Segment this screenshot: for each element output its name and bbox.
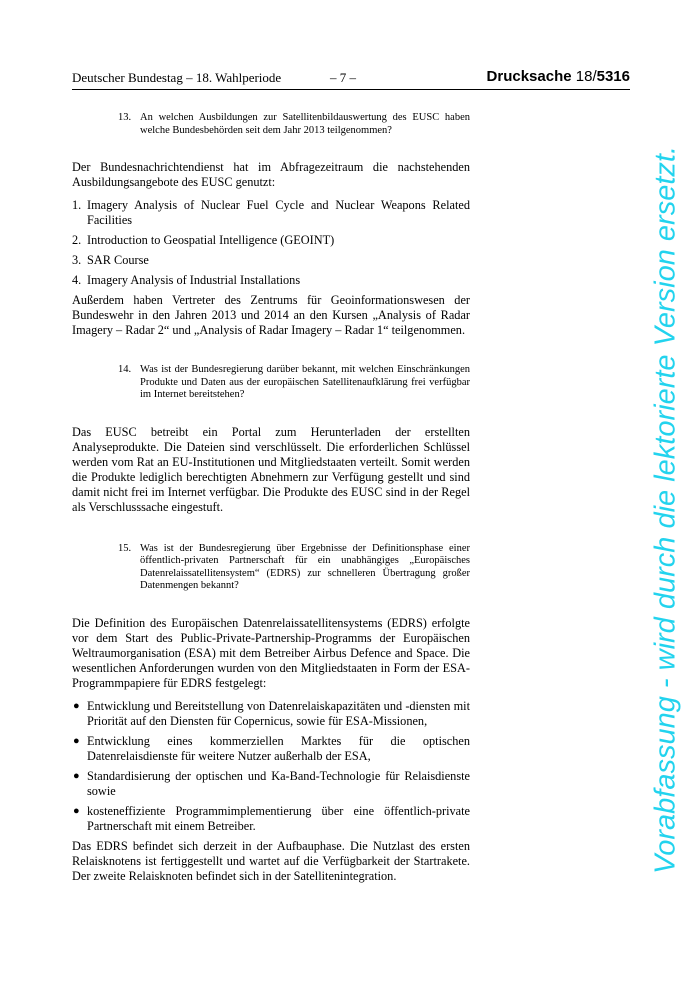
document-number-value: 5316: [596, 68, 630, 85]
page-header: [72, 70, 630, 90]
list-item: 2. Introduction to Geospatial Intelligence (GEOINT): [72, 233, 335, 247]
training-list: [72, 198, 470, 288]
question-15: [72, 543, 470, 593]
answer-13-intro: Der Bundesnachrichtendienst hat im Abfragezeitraum die nachstehenden Ausbildungsangebote des EUSC genutzt:: [72, 160, 470, 189]
list-item: ● Entwicklung und Bereitstellung von Datenrelaiskapazitäten und -diensten mit Priorität auf den Diensten für Copernicus, sowie für ESA-Missionen,: [73, 698, 470, 728]
answer-15-intro: Die Definition des Europäischen Datenrelaissatellitensystems (EDRS) erfolgte vor dem Start des Public-Private-Partnership-Programms der Europäischen Weltraumorganisation (ESA) mit dem Betreiber Airbus Defence and Space. Die wesentlichen Anforderungen wurden von den Mitgliedstaaten in Form der ESA-Programmpapiere für EDRS festgelegt:: [72, 615, 470, 690]
question-13: [72, 112, 470, 137]
list-item: 1. Imagery Analysis of Nuclear Fuel Cycle and Nuclear Weapons Related Facilities: [72, 198, 470, 227]
document-label: Drucksache: [486, 68, 572, 85]
list-item: ● Entwicklung eines kommerziellen Marktes für die optischen Datenrelaisdienste für weitere Nutzer außerhalb der ESA,: [73, 733, 470, 763]
question-text: Was ist der Bundesregierung über Ergebnisse der Definitionsphase einer öffentlich-privaten Partnerschaft für ein unabhängiges „Europäisches Datenrelaissatellitensystem“ (EDRS) zur schnelleren Übertragung großer Datenmengen bekannt?: [140, 542, 470, 591]
list-item: ● Standardisierung der optischen und Ka-Band-Technologie für Relaisdienste sowie: [73, 768, 470, 798]
list-item: 4. Imagery Analysis of Industrial Installations: [72, 273, 301, 287]
question-14: [72, 364, 470, 402]
draft-watermark: Vorabfassung - wird durch die lektorierte Version ersetzt.: [649, 145, 682, 875]
document-body: [72, 112, 470, 892]
question-number: 13.: [118, 112, 132, 123]
question-text: An welchen Ausbildungen zur Satellitenbildauswertung des EUSC haben welche Bundesbehörden seit dem Jahr 2013 teilgenommen?: [140, 112, 470, 136]
bullet-icon: ●: [73, 804, 80, 817]
bullet-icon: ●: [73, 699, 80, 712]
page-number: – 7 –: [330, 70, 356, 85]
bullet-icon: ●: [73, 769, 80, 782]
question-number: 14.: [118, 364, 132, 375]
header-divider: [72, 89, 630, 90]
answer-13-outro: Außerdem haben Vertreter des Zentrums für Geoinformationswesen der Bundeswehr in den Jahren 2013 und 2014 an den Kursen „Analysis of Radar Imagery – Radar 2“ und „Analysis of Radar Imagery – Radar 1“ teilgenommen.: [72, 293, 470, 337]
question-text: Was ist der Bundesregierung darüber bekannt, mit welchen Einschränkungen Produkte und Daten aus der europäischen Satellitenaufklärung frei verfügbar im Internet bereitstehen?: [140, 364, 470, 400]
document-number-period: 18/: [575, 68, 597, 85]
answer-15-outro: Das EDRS befindet sich derzeit in der Aufbauphase. Die Nutzlast des ersten Relaisknotens ist fertiggestellt und wartet auf die Verfügbarkeit der Startrakete. Der zweite Relaisknoten befindet sich in der Satellitenintegration.: [72, 838, 470, 883]
requirements-list: [72, 699, 470, 834]
list-item: 3. SAR Course: [72, 253, 149, 267]
answer-14: Das EUSC betreibt ein Portal zum Herunterladen der erstellten Analyseprodukte. Die Dateien sind verschlüsselt. Die erforderlichen Schlüssel werden vom Rat an EU-Institutionen und Mitgliedstaaten verteilt. Somit werden die Produkte lediglich berechtigten Abnehmern zur Verfügung gestellt und sind damit nicht frei im Internet verfügbar. Die Produkte des EUSC sind in der Regel als Verschlusssache eingestuft.: [72, 424, 470, 514]
publication-title: Deutscher Bundestag – 18. Wahlperiode: [72, 70, 282, 85]
list-item: ● kosteneffiziente Programmimplementierung über eine öffentlich-private Partnerschaft mit einem Betreiber.: [73, 803, 470, 833]
bullet-icon: ●: [73, 734, 80, 747]
question-number: 15.: [118, 542, 132, 554]
document-number: [487, 68, 630, 85]
